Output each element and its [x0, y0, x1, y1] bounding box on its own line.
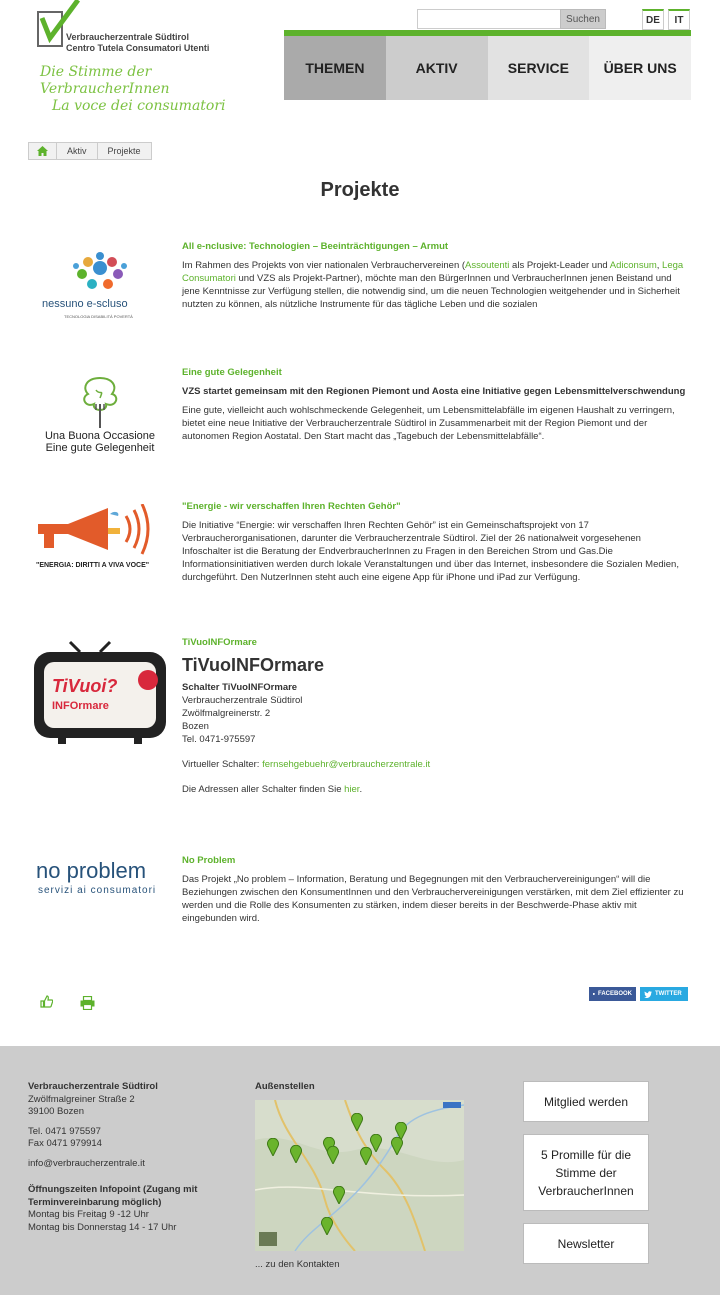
tree-fork-logo-icon: [30, 374, 170, 430]
newsletter-button[interactable]: Newsletter: [523, 1223, 649, 1264]
breadcrumb-home[interactable]: [29, 143, 57, 159]
logo-text: nessuno e-scluso: [42, 298, 128, 310]
map-pin-icon[interactable]: [267, 1138, 279, 1156]
map-pin-icon[interactable]: [351, 1113, 363, 1131]
print-icon[interactable]: [80, 996, 95, 1010]
project-subtitle: VZS startet gemeinsam mit den Regionen Piemont und Aosta eine Initiative gegen Lebensmittelverschwendung: [182, 386, 686, 397]
assoutenti-link[interactable]: Assoutenti: [465, 260, 510, 271]
search-form: [417, 9, 606, 29]
project-title[interactable]: No Problem: [182, 855, 236, 866]
footer: [0, 1046, 720, 1295]
text-part: ,: [656, 260, 663, 271]
address-line: Bozen: [182, 721, 209, 732]
page-title: Projekte: [320, 179, 400, 201]
logo-text-top: TiVuoi?: [52, 676, 118, 696]
twitter-icon: [644, 991, 652, 998]
footer-email-link[interactable]: info@verbraucherzentrale.it: [28, 1157, 145, 1169]
project-logo-tivuoinformare[interactable]: [30, 640, 170, 746]
all-counters: [182, 783, 690, 796]
logo-text-top: no problem: [36, 858, 147, 883]
logo-text-bottom: servizi ai consumatori: [38, 885, 157, 896]
footer-hours-1: Montag bis Freitag 9 -12 Uhr: [28, 1209, 149, 1220]
main-nav: [284, 30, 691, 100]
map-pin-icon[interactable]: [333, 1186, 345, 1204]
virtual-counter: [182, 758, 690, 771]
project-content: [182, 240, 690, 311]
footer-fax: Fax 0471 979914: [28, 1138, 102, 1149]
footer-hours-title-2: Terminvereinbarung möglich): [28, 1196, 162, 1208]
project-text: Die Initiative “Energie: wir verschaffen Ihren Rechten Gehör” ist ein Gemeinschaftsprojekt von 17 Verbraucherorganisationen, darunter die Verbraucherzentrale Südtirol. Ziel der 26 nationalweit vorgesehenen Infoschalter ist die Beratung der EndverbraucherInnen zu Fragen in den Bereichen Strom und Gas.Die Informationsinitiativen werden durch lokale Veranstaltungen und über das Internet, insbesondere die Sozialen Medien, durchgeführt. Den NutzerInnen steht auch eine eigene App für iPhone und iPad zur Verfügung.: [182, 520, 679, 583]
map-pin-icon[interactable]: [327, 1146, 339, 1164]
logo-line-1: Verbraucherzentrale Südtirol: [66, 32, 190, 42]
footer-street: Zwölfmalgreiner Straße 2: [28, 1093, 135, 1105]
project-logo-gute-gelegenheit[interactable]: [30, 374, 170, 464]
breadcrumb-projekte: Projekte: [107, 146, 141, 156]
footer-tel: Tel. 0471 975597: [28, 1125, 101, 1137]
logo-line-2: Centro Tutela Consumatori Utenti: [66, 43, 210, 53]
logo-name: [66, 32, 209, 54]
project-title[interactable]: "Energie - wir verschaffen Ihren Rechten Gehör": [182, 501, 401, 512]
logo-slogan: [40, 64, 236, 115]
logo-line-2: Eine gute Gelegenheit: [45, 442, 155, 454]
slogan-it: La voce dei consumatori: [52, 98, 226, 114]
project-logo-no-problem[interactable]: [36, 858, 176, 902]
branches-map[interactable]: [255, 1100, 464, 1251]
map-pin-icon[interactable]: [290, 1145, 302, 1163]
facebook-share-button[interactable]: [589, 987, 636, 1001]
search-input[interactable]: [417, 9, 560, 29]
project-logo-nessuno-escluso[interactable]: [30, 246, 170, 328]
lega-consumatori-link[interactable]: Lega Consumatori: [182, 260, 684, 284]
email-link[interactable]: fernsehgebuehr@verbraucherzentrale.it: [262, 759, 431, 770]
project-content: [182, 366, 690, 443]
project-title[interactable]: Eine gute Gelegenheit: [182, 367, 282, 378]
project-title[interactable]: All e-nclusive: Technologien – Beeinträchtigungen – Armut: [182, 241, 449, 252]
project-content: [182, 854, 690, 925]
logo-subtext: TECNOLOGIA DISABILITÀ POVERTÀ: [64, 314, 133, 319]
map-pin-icon[interactable]: [391, 1137, 403, 1155]
logo-line-1: Una Buona Occasione: [44, 430, 156, 442]
thumbs-up-icon[interactable]: [40, 995, 53, 1008]
branches-title: Außenstellen: [255, 1081, 315, 1092]
map-pin-icon[interactable]: [321, 1217, 333, 1235]
nav-themen[interactable]: THEMEN: [284, 36, 386, 100]
megaphone-logo-icon: [30, 504, 170, 558]
footer-contact: [28, 1081, 197, 1234]
search-button[interactable]: Suchen: [560, 9, 606, 29]
project-title[interactable]: TiVuoINFOrmare: [182, 637, 257, 648]
text-part: und VZS als Projekt-Partner), möchte man den BürgerInnen und VerbraucherInnen jenen Beistand und jene Kenntnisse zur Verfügung stellen, die notwendig sind, um die neuen Technologien weitgehender und in Sicherheit nutzten zu können, als nützliche Instrumente für das tägliche Leben und die sozialen: [182, 273, 680, 310]
footer-org: Verbraucherzentrale Südtirol: [28, 1081, 158, 1092]
lang-it-button[interactable]: IT: [668, 9, 690, 30]
lang-de-button[interactable]: DE: [642, 9, 664, 30]
footer-city: 39100 Bozen: [28, 1106, 84, 1117]
home-icon: [37, 146, 48, 156]
contacts-link[interactable]: ... zu den Kontakten: [255, 1259, 340, 1270]
text-part: als Projekt-Leader und: [509, 260, 610, 271]
footer-branches: [255, 1081, 340, 1270]
nav-aktiv[interactable]: AKTIV: [386, 36, 488, 100]
promille-button[interactable]: 5 Promille für die Stimme der VerbraucherInnen: [523, 1134, 649, 1211]
project-text: Eine gute, vielleicht auch wohlschmeckende Gelegenheit, um Lebensmittelabfälle im eigenen Haushalt zu verringern, bietet eine neue Initiative der Verbraucherzentrale Südtirol in Zusammenarbeit mit der Region Piemont und der autonomen Region Aostatal. Den Start macht das „Tagebuch der Lebensmittelabfälle“.: [182, 405, 675, 442]
project-content: [182, 500, 690, 584]
member-button[interactable]: Mitglied werden: [523, 1081, 649, 1122]
text-part: Die Adressen aller Schalter finden Sie: [182, 784, 345, 795]
facebook-icon: [593, 990, 595, 998]
project-content: [182, 636, 690, 796]
footer-hours-2: Montag bis Donnerstag 14 - 17 Uhr: [28, 1221, 177, 1233]
site-logo[interactable]: [36, 0, 236, 114]
project-text: Das Projekt „No problem – Information, Beratung und Begegnungen mit den Verbrauchervereinigungen“ will die Beziehungen zwischen den KonsumentInnen und den Verbrauchervereinigungen verstärken, mit dem Ziel effizienter zu werden und die Rolle des Konsumenten zu stärken, indem dieser bereits in der Beschwerde-Phase aktiv mit eingebunden wird.: [182, 874, 684, 924]
text-part: Im Rahmen des Projekts von vier nationalen Verbrauchervereinen (: [182, 260, 466, 271]
map-pins: [255, 1100, 464, 1251]
address-line: Zwölfmalgreinerstr. 2: [182, 708, 271, 719]
twitter-label: TWITTER: [655, 991, 682, 997]
hier-link[interactable]: hier: [344, 784, 360, 795]
project-text: [182, 259, 690, 311]
adiconsum-link[interactable]: Adiconsum: [609, 260, 657, 271]
project-big-title: TiVuoINFOrmare: [182, 655, 325, 675]
footer-hours-title: Öffnungszeiten Infopoint (Zugang mit: [28, 1184, 198, 1195]
logo-text: "ENERGIA: DIRITTI A VIVA VOCE": [36, 562, 150, 569]
logo-text-bottom: INFOrmare: [52, 700, 109, 712]
virtual-label: Virtueller Schalter:: [182, 759, 263, 770]
map-pin-icon[interactable]: [360, 1147, 372, 1165]
facebook-label: FACEBOOK: [597, 991, 632, 997]
address-line: Verbraucherzentrale Südtirol: [182, 695, 303, 706]
nav-ueber-uns[interactable]: ÜBER UNS: [589, 36, 691, 100]
logo-text: [30, 430, 170, 454]
breadcrumb: [28, 142, 152, 160]
nav-service[interactable]: SERVICE: [488, 36, 590, 100]
slogan-de: Die Stimme der VerbraucherInnen: [40, 64, 170, 97]
twitter-share-button[interactable]: [640, 987, 688, 1001]
address-title: Schalter TiVuoINFOrmare: [182, 682, 298, 693]
breadcrumb-aktiv[interactable]: Aktiv: [57, 143, 98, 159]
text-part: .: [359, 784, 363, 795]
project-logo-energia[interactable]: [30, 504, 170, 574]
address-line: Tel. 0471-975597: [182, 734, 256, 745]
